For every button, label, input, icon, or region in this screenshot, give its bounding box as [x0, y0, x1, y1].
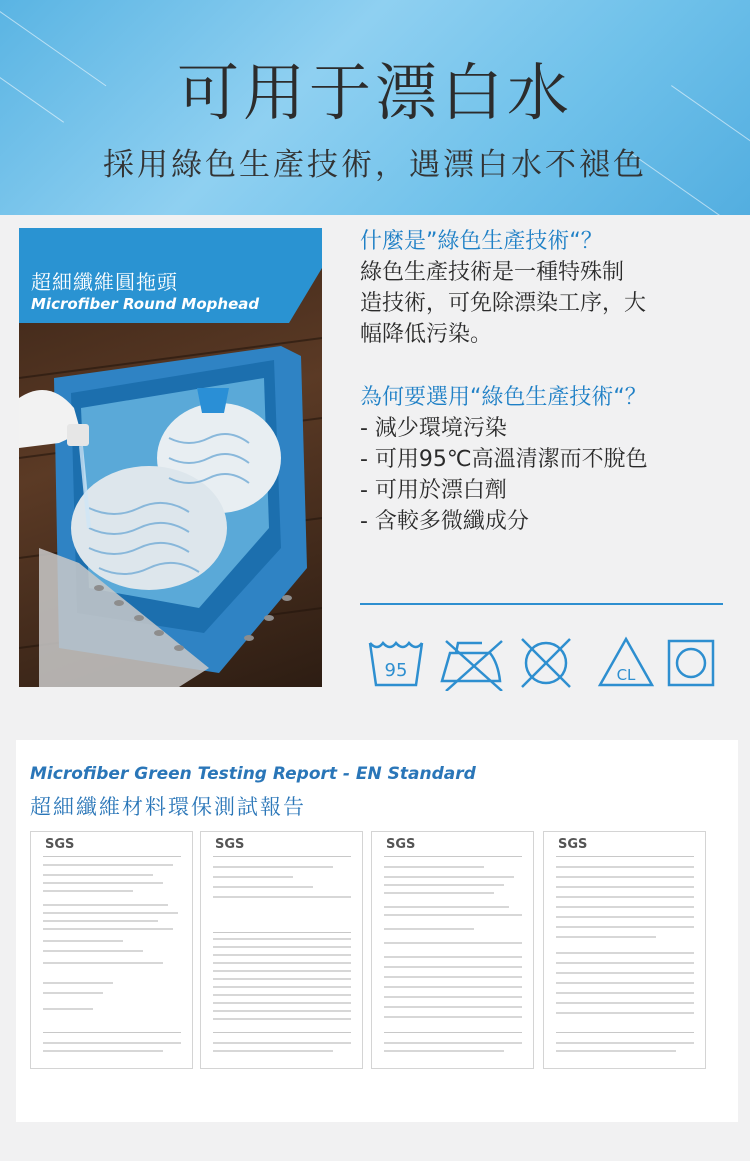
no-iron-icon: [442, 641, 502, 691]
sgs-logo: SGS: [558, 837, 588, 852]
product-name-cn: 超細纖維圓拖頭: [31, 270, 178, 294]
chlorine-bleach-icon: [600, 639, 652, 685]
section2-bullet: - 減少環境污染: [360, 416, 507, 441]
sgs-logo: SGS: [215, 837, 245, 852]
divider: [360, 603, 723, 605]
section2-bullet: - 可用95℃高溫清潔而不脫色: [360, 447, 648, 472]
product-name-en: Microfiber Round Mophead: [31, 295, 260, 313]
report-document[interactable]: [543, 831, 706, 1069]
section2-question: 為何要選用“綠色生產技術“？: [360, 385, 647, 410]
page-title: 可用于漂白水: [176, 56, 573, 129]
sgs-logo: SGS: [45, 837, 75, 852]
page-subtitle: 採用綠色生產技術，遇漂白水不褪色: [103, 147, 647, 183]
bleach-text: CL: [616, 666, 636, 684]
section1-question: 什麼是”綠色生產技術“？: [360, 229, 603, 254]
product-photo: [19, 228, 322, 687]
section2-bullet: - 可用於漂白劑: [360, 478, 507, 503]
section1-line: 幅降低污染。: [360, 322, 493, 347]
tumble-dry-icon: [669, 641, 713, 685]
report-document[interactable]: [30, 831, 193, 1069]
wash-95-icon: [370, 643, 422, 685]
test-report-panel: [16, 740, 738, 1122]
report-document[interactable]: [371, 831, 534, 1069]
no-dry-clean-icon: [522, 639, 570, 687]
care-symbols: [366, 633, 718, 691]
report-document[interactable]: [200, 831, 363, 1069]
header-banner: [0, 0, 750, 215]
section1-line: 造技術，可免除漂染工序，大: [360, 291, 647, 316]
wash-temp: 95: [384, 660, 408, 681]
section2-bullet: - 含較多微纖成分: [360, 509, 529, 534]
report-title-en: Microfiber Green Testing Report - EN Standard: [30, 764, 476, 784]
sgs-logo: SGS: [386, 837, 416, 852]
section1-line: 綠色生產技術是一種特殊制: [360, 260, 625, 285]
report-title-cn: 超細纖維材料環保測試報告: [30, 795, 306, 819]
